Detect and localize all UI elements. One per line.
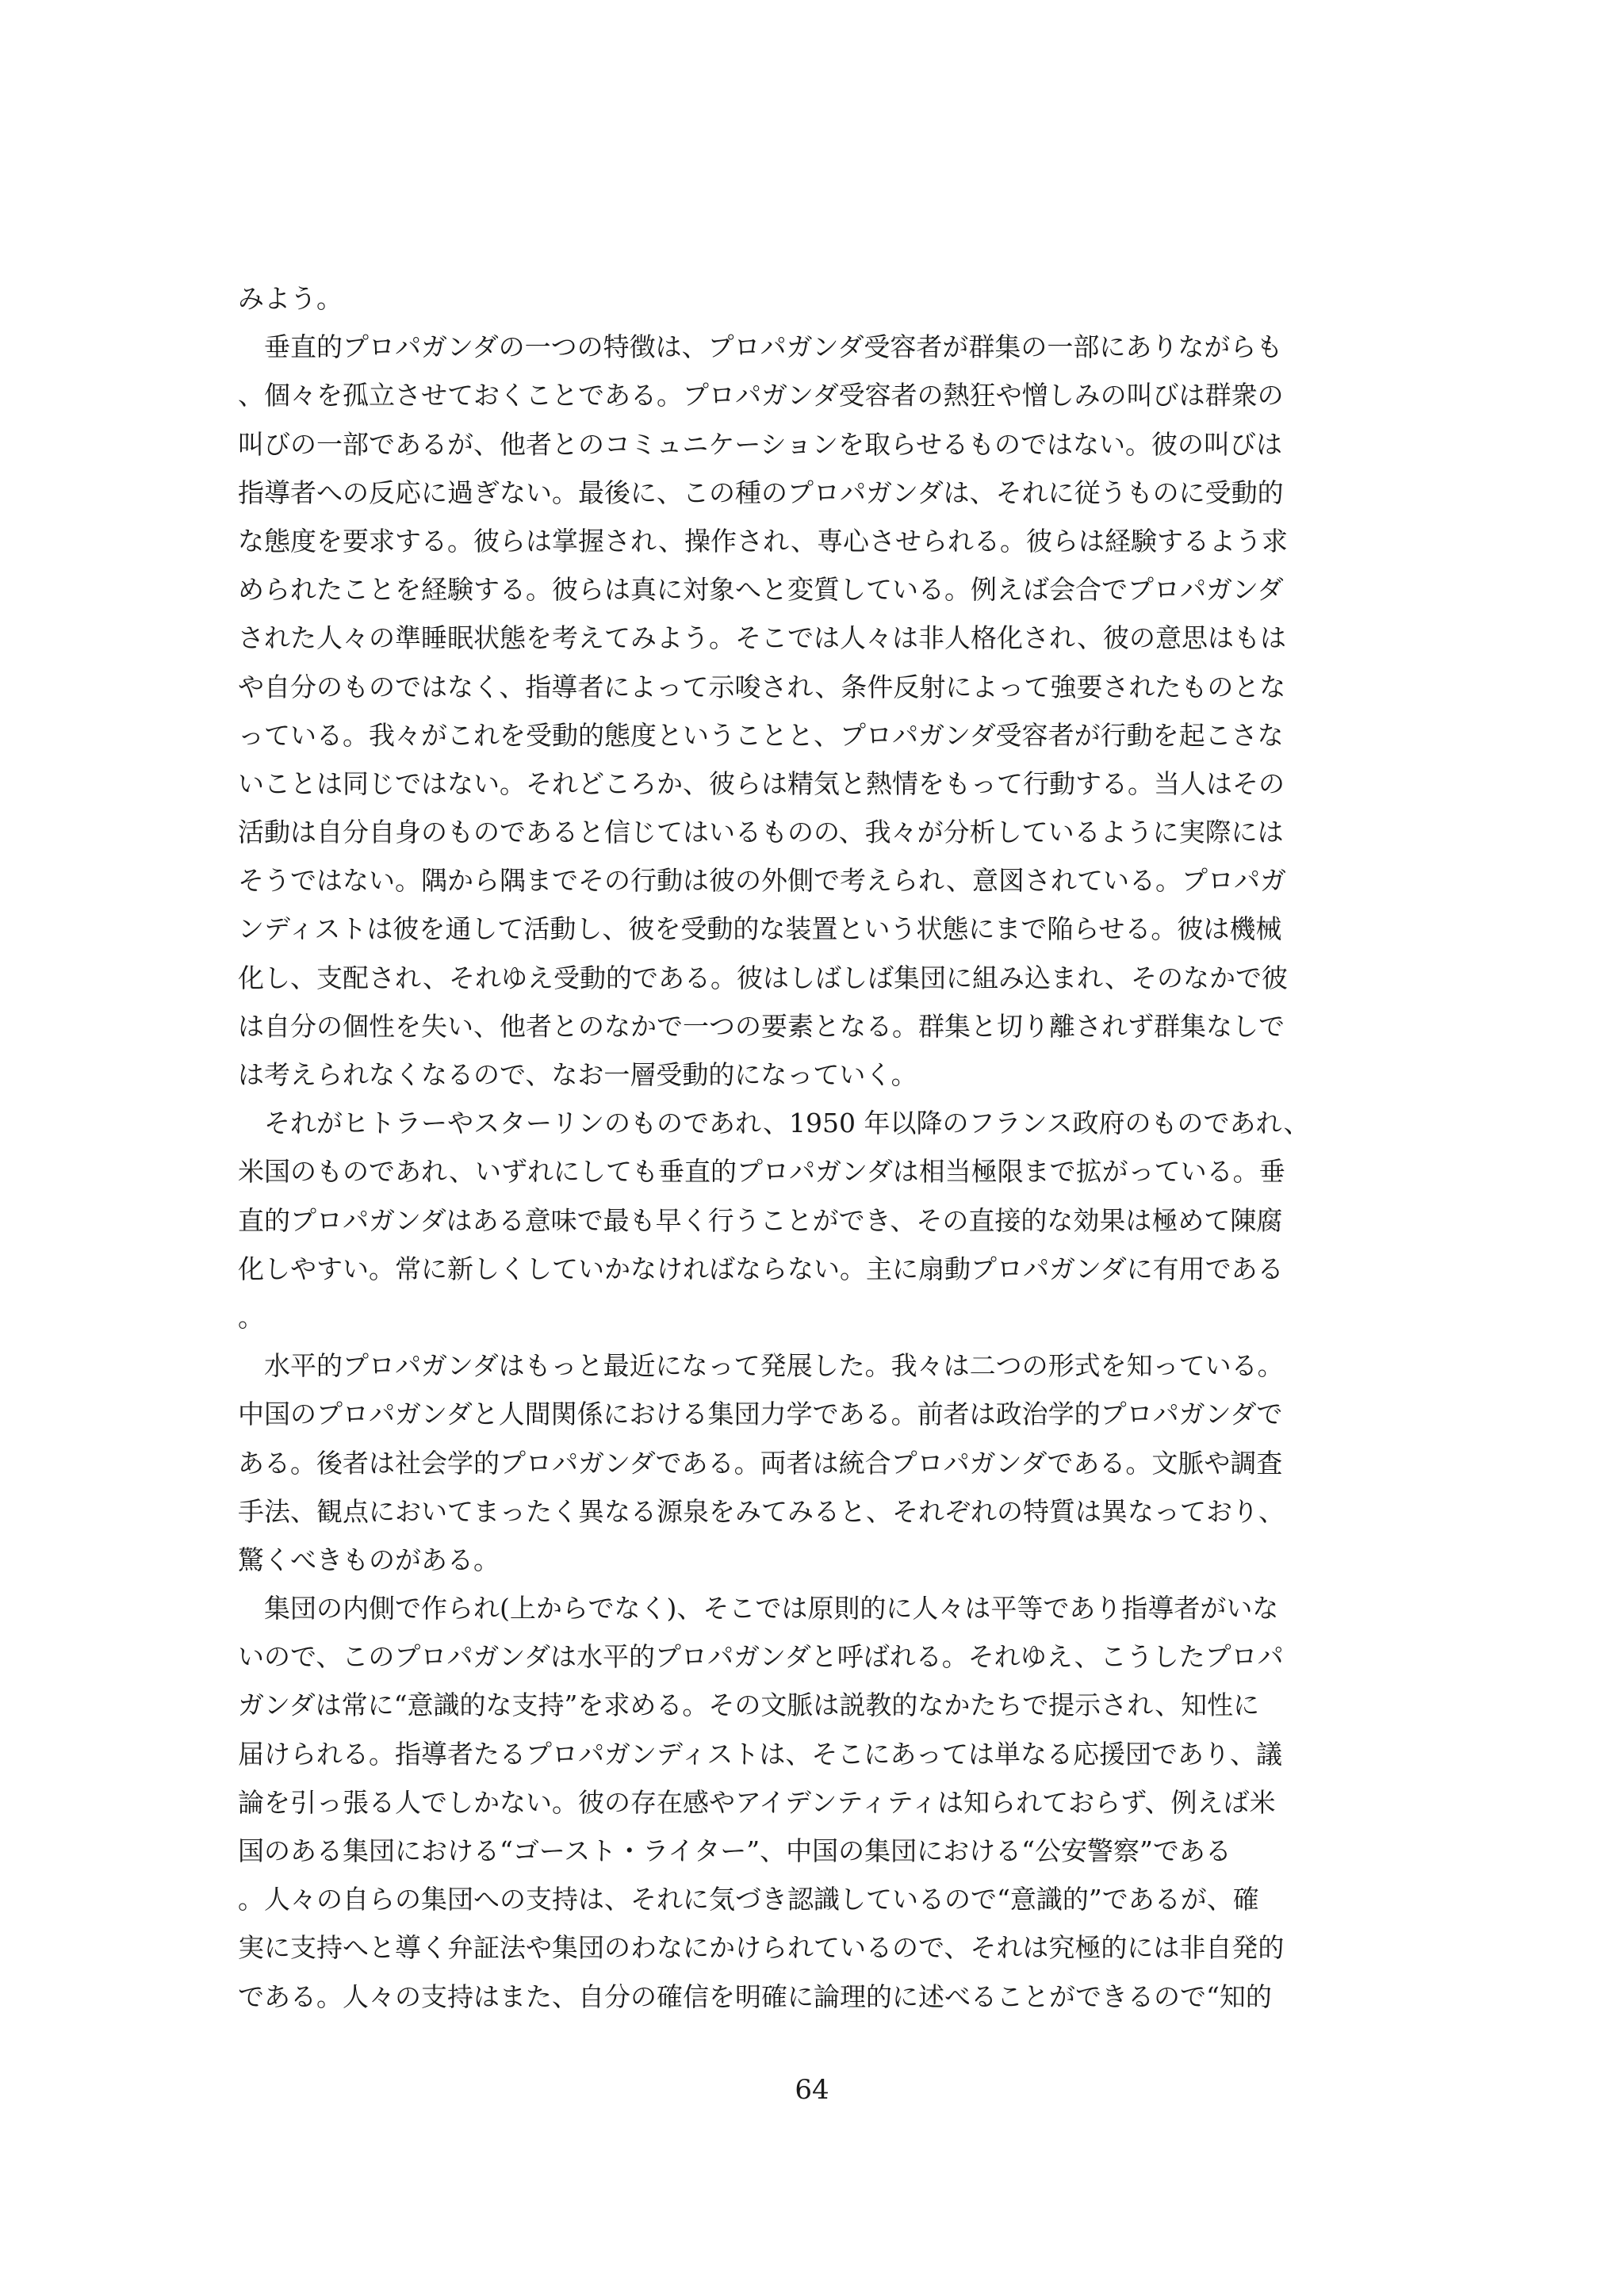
text-line: 届けられる。指導者たるプロパガンディストは、そこにあっては単なる応援団であり、議 bbox=[238, 1738, 1283, 1770]
text-line: や自分のものではなく、指導者によって示唆され、条件反射によって強要されたものとな bbox=[238, 671, 1286, 702]
text-line: 驚くべきものがある。 bbox=[238, 1544, 500, 1575]
text-line: められたことを経験する。彼らは真に対象へと変質している。例えば会合でプロパガンダ bbox=[238, 574, 1284, 606]
text-line: である。人々の支持はまた、自分の確信を明確に論理的に述べることができるので“知的 bbox=[238, 1980, 1272, 2012]
text-line: 垂直的プロパガンダの一つの特徴は、プロパガンダ受容者が群集の一部にありながらも bbox=[238, 331, 1283, 363]
text-line: いので、このプロパガンダは水平的プロパガンダと呼ばれる。それゆえ、こうしたプロパ bbox=[238, 1641, 1284, 1673]
body-text bbox=[238, 274, 1396, 2021]
text-line: 。人々の自らの集団への支持は、それに気づき認識しているので“意識的”であるが、確 bbox=[238, 1884, 1259, 1915]
text-line: な態度を要求する。彼らは掌握され、操作され、専心させられる。彼らは経験するよう求 bbox=[238, 525, 1288, 557]
text-line: 直的プロパガンダはある意味で最も早く行うことができ、その直接的な効果は極めて陳腐 bbox=[238, 1204, 1283, 1236]
text-line: 中国のプロパガンダと人間関係における集団力学である。前者は政治学的プロパガンダで bbox=[238, 1399, 1283, 1430]
text-line: された人々の準睡眠状態を考えてみよう。そこでは人々は非人格化され、彼の意思はもは bbox=[238, 622, 1286, 654]
text-line: 化しやすい。常に新しくしていかなければならない。主に扇動プロパガンダに有用である bbox=[238, 1253, 1284, 1284]
text-line: 水平的プロパガンダはもっと最近になって発展した。我々は二つの形式を知っている。 bbox=[238, 1350, 1284, 1382]
text-line: 活動は自分自身のものであると信じてはいるものの、我々が分析しているように実際には bbox=[238, 817, 1284, 848]
text-line: 論を引っ張る人でしかない。彼の存在感やアイデンティティは知られておらず、例えば米 bbox=[238, 1786, 1276, 1818]
page-number: 64 bbox=[795, 2074, 829, 2106]
text-line: それがヒトラーやスターリンのものであれ、1950 年以降のフランス政府のものであれ、 bbox=[238, 1108, 1310, 1139]
text-line: みよう。 bbox=[238, 283, 343, 314]
text-line: 化し、支配され、それゆえ受動的である。彼はしばしば集団に組み込まれ、そのなかで彼 bbox=[238, 962, 1288, 993]
text-line: 。 bbox=[238, 1301, 264, 1333]
text-line: 米国のものであれ、いずれにしても垂直的プロパガンダは相当極限まで拡がっている。垂 bbox=[238, 1156, 1285, 1188]
text-line: ある。後者は社会学的プロパガンダである。両者は統合プロパガンダである。文脈や調査 bbox=[238, 1447, 1283, 1479]
text-line: 集団の内側で作られ(上からでなく)、そこでは原則的に人々は平等であり指導者がいな bbox=[238, 1593, 1279, 1624]
text-line: ガンダは常に“意識的な支持”を求める。その文脈は説教的なかたちで提示され、知性に bbox=[238, 1689, 1260, 1721]
text-line: 指導者への反応に過ぎない。最後に、この種のプロパガンダは、それに従うものに受動的 bbox=[238, 476, 1284, 508]
text-line: そうではない。隅から隅までその行動は彼の外側で考えられ、意図されている。プロパガ bbox=[238, 865, 1286, 897]
text-line: 叫びの一部であるが、他者とのコミュニケーションを取らせるものではない。彼の叫びは bbox=[238, 428, 1283, 460]
text-line: 国のある集団における“ゴースト・ライター”、中国の集団における“公安警察”である bbox=[238, 1835, 1231, 1866]
text-line: ンディストは彼を通して活動し、彼を受動的な装置という状態にまで陥らせる。彼は機械 bbox=[238, 913, 1282, 945]
text-line: 手法、観点においてまったく異なる源泉をみてみると、それぞれの特質は異なっており、 bbox=[238, 1495, 1285, 1527]
text-line: は自分の個性を失い、他者とのなかで一つの要素となる。群集と切り離されず群集なしで bbox=[238, 1010, 1285, 1042]
text-line: 、個々を孤立させておくことである。プロパガンダ受容者の熱狂や憎しみの叫びは群衆の bbox=[238, 380, 1284, 411]
text-line: 実に支持へと導く弁証法や集団のわなにかけられているので、それは究極的には非自発的 bbox=[238, 1932, 1285, 1964]
text-line: は考えられなくなるので、なお一層受動的になっていく。 bbox=[238, 1059, 917, 1090]
text-line: いことは同じではない。それどころか、彼らは精気と熱情をもって行動する。当人はその bbox=[238, 767, 1285, 799]
text-line: っている。我々がこれを受動的態度ということと、プロパガンダ受容者が行動を起こさな bbox=[238, 719, 1284, 751]
